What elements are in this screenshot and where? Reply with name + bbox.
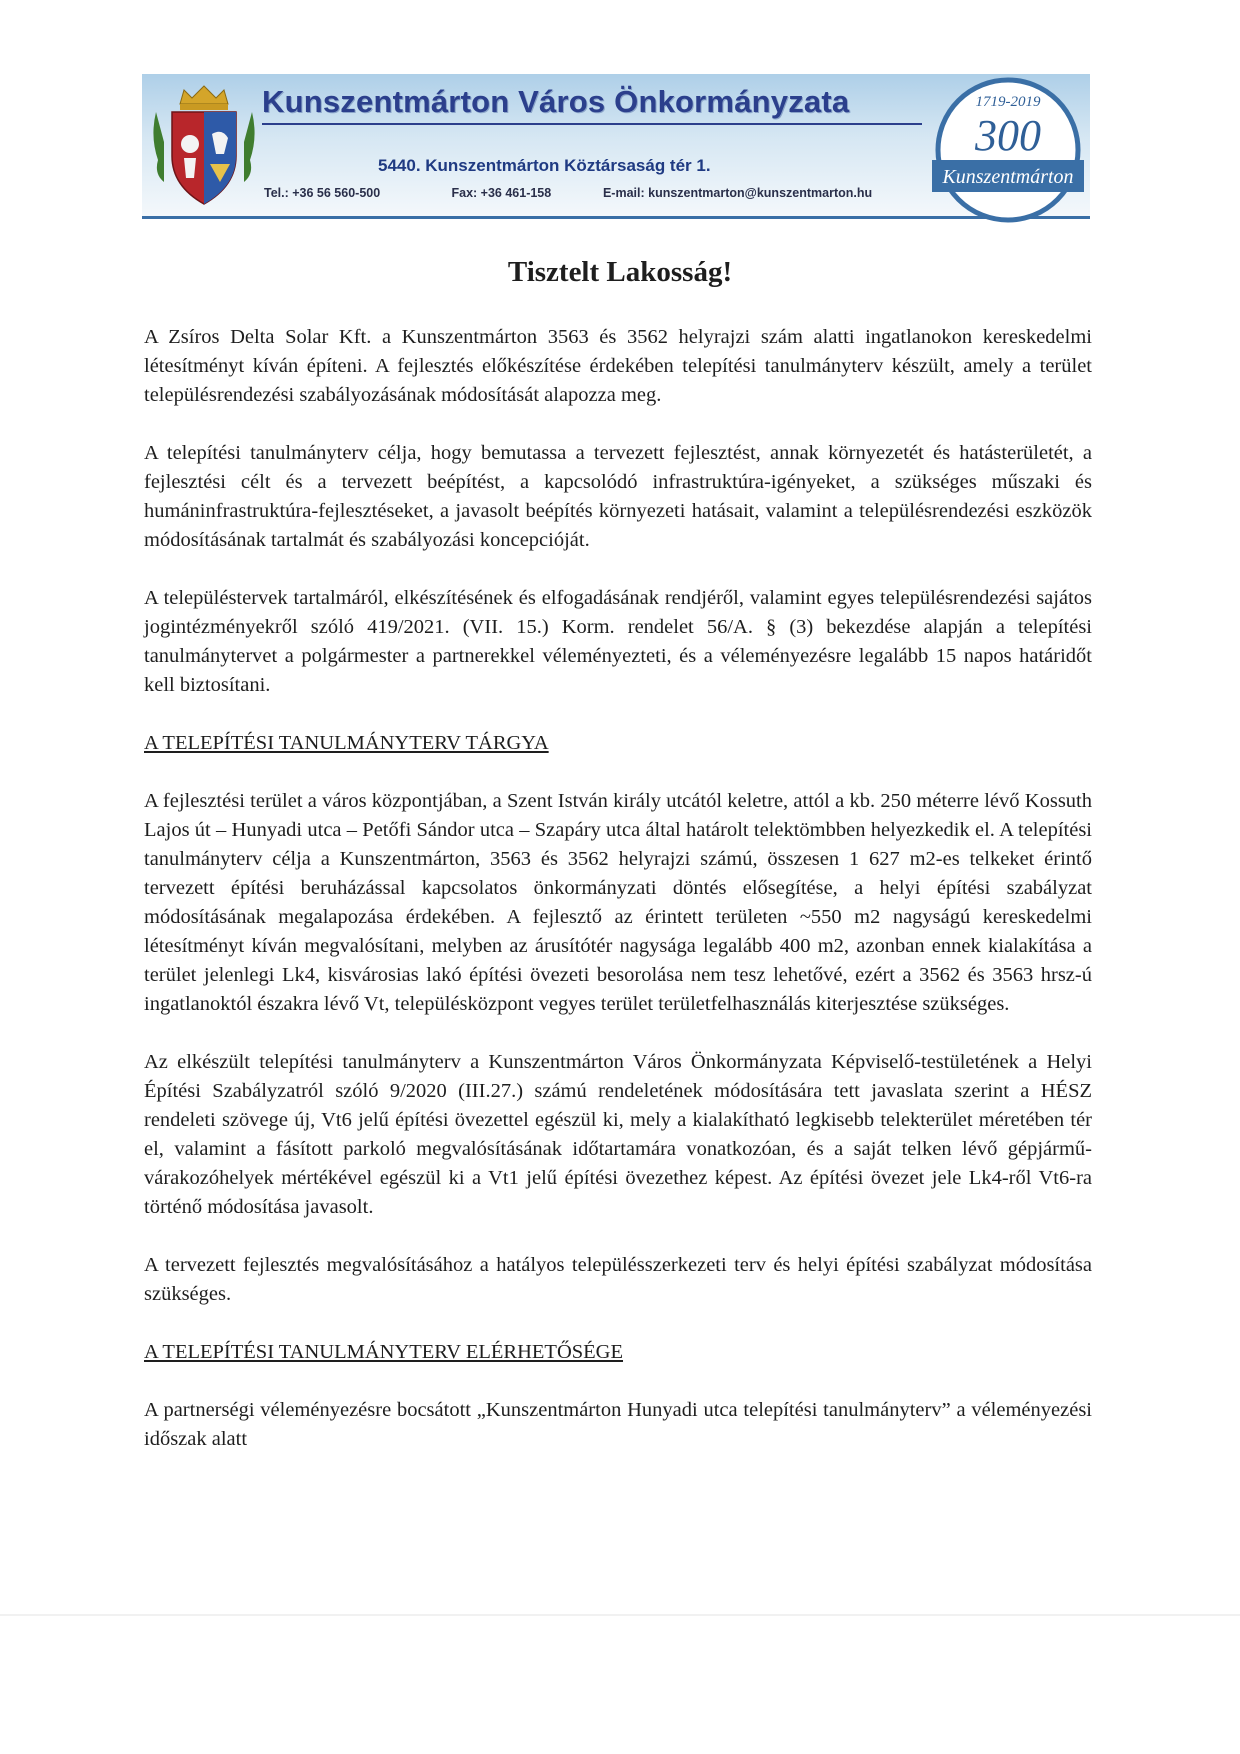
paragraph-requirement: A tervezett fejlesztés megvalósításához a hatályos településszerkezeti terv és helyi építési szabályzat módosítása szükséges. bbox=[144, 1254, 1092, 1305]
paragraph-proposal: Az elkészült telepítési tanulmányterv a Kunszentmárton Város Önkormányzata Képviselő-testületének a Helyi Építési Szabályzatról szóló 9/2020 (III.27.) számú rendeletének módosítására tett javaslata szerint a HÉSZ rendeleti szövege új, Vt6 jelű építési övezettel egészül ki, mely a kialakítható legkisebb telekterület méretében tér el, valamint a fásított parkoló megvalósításának időtartamára vonatkozóan, és a saját telken lévő gépjármű-várakozóhelyek mértékével egészül ki a Vt1 jelű építési övezethez képest. Az építési övezet jele Lk4-ről Vt6-ra történő módosítása javasolt. bbox=[144, 1051, 1092, 1218]
paragraph-legal-basis: A településtervek tartalmáról, elkészítésének és elfogadásának rendjéről, valamint egyes településrendezési sajátos jogintézményekről szóló 419/2021. (VII. 15.) Korm. rendelet 56/A. § (3) bekezdése alapján a telepítési tanulmánytervet a polgármester a partnerekkel véleményezteti, és a véleményezésre legalább 15 napos határidőt kell biztosítani. bbox=[144, 587, 1092, 696]
scan-edge-line bbox=[0, 1614, 1240, 1616]
badge-number: 300 bbox=[975, 111, 1041, 160]
badge-name: Kunszentmárton bbox=[942, 166, 1074, 188]
greeting-heading: Tisztelt Lakosság! bbox=[507, 256, 733, 288]
fax-number: Fax: +36 461-158 bbox=[451, 186, 552, 200]
paragraph-intro: A Zsíros Delta Solar Kft. a Kunszentmárton 3563 és 3562 helyrajzi szám alatti ingatlanokon kereskedelmi létesítményt kíván építeni. A fejlesztés előkészítése érdekében telepítési tanulmányterv készült, amely a terület településrendezési szabályozásának módosítását alapozza meg. bbox=[144, 326, 1092, 406]
title-underline bbox=[262, 123, 922, 125]
letter-body bbox=[144, 323, 1092, 1483]
email-address: E-mail: kunszentmarton@kunszentmarton.hu bbox=[602, 186, 873, 200]
paragraph-subject: A fejlesztési terület a város központjában, a Szent István király utcától keletre, attól a kb. 250 méterre lévő Kossuth Lajos út – Hunyadi utca – Petőfi Sándor utca – Szapáry utca által határolt telektömbben helyezkedik el. A telepítési tanulmányterv célja a Kunszentmárton, 3563 és 3562 helyrajzi számú, összesen 1 627 m2-es telkeket érintő tervezett építési beruházással kapcsolatos önkormányzati döntés elősegítése, a helyi építési szabályzat módosításának megalapozása érdekében. A fejlesztő az érintett területen ~550 m2 nagyságú kereskedelmi létesítményt kíván megvalósítani, melyben az árusítótér nagysága legalább 400 m2, azonban ennek kialakítása a terület jelenlegi Lk4, kisvárosias lakó építési övezeti besorolása nem tesz lehetővé, ezért a 3562 és 3563 hrsz-ú ingatlanoktól északra lévő Vt, településközpont vegyes terület területfelhasználás kiterjesztése szükséges. bbox=[144, 790, 1092, 1015]
paragraph-availability: A partnerségi véleményezésre bocsátott „Kunszentmárton Hunyadi utca telepítési tanulmányterv” a véleményezési időszak alatt bbox=[144, 1399, 1092, 1450]
section-heading-subject: A TELEPÍTÉSI TANULMÁNYTERV TÁRGYA bbox=[144, 732, 549, 754]
phone-number: Tel.: +36 56 560-500 bbox=[264, 186, 381, 200]
contact-line bbox=[264, 186, 964, 200]
section-heading-availability: A TELEPÍTÉSI TANULMÁNYTERV ELÉRHETŐSÉGE bbox=[144, 1341, 624, 1363]
municipality-address: 5440. Kunszentmárton Köztársaság tér 1. bbox=[378, 156, 711, 175]
paragraph-purpose: A telepítési tanulmányterv célja, hogy bemutassa a tervezett fejlesztést, annak környezetét és hatásterületét, a fejlesztési célt és a tervezett beépítést, a kapcsolódó infrastruktúra-igényeket, a szükséges műszaki és humáninfrastruktúra-fejlesztéseket, a javasolt beépítés környezeti hatásait, valamint a településrendezési eszközök módosításának tartalmát és szabályozási koncepcióját. bbox=[144, 442, 1092, 551]
badge-years: 1719-2019 bbox=[975, 94, 1041, 110]
coat-of-arms-icon bbox=[150, 82, 258, 210]
municipality-title: Kunszentmárton Város Önkormányzata bbox=[262, 84, 850, 119]
anniversary-badge-icon bbox=[932, 74, 1084, 226]
